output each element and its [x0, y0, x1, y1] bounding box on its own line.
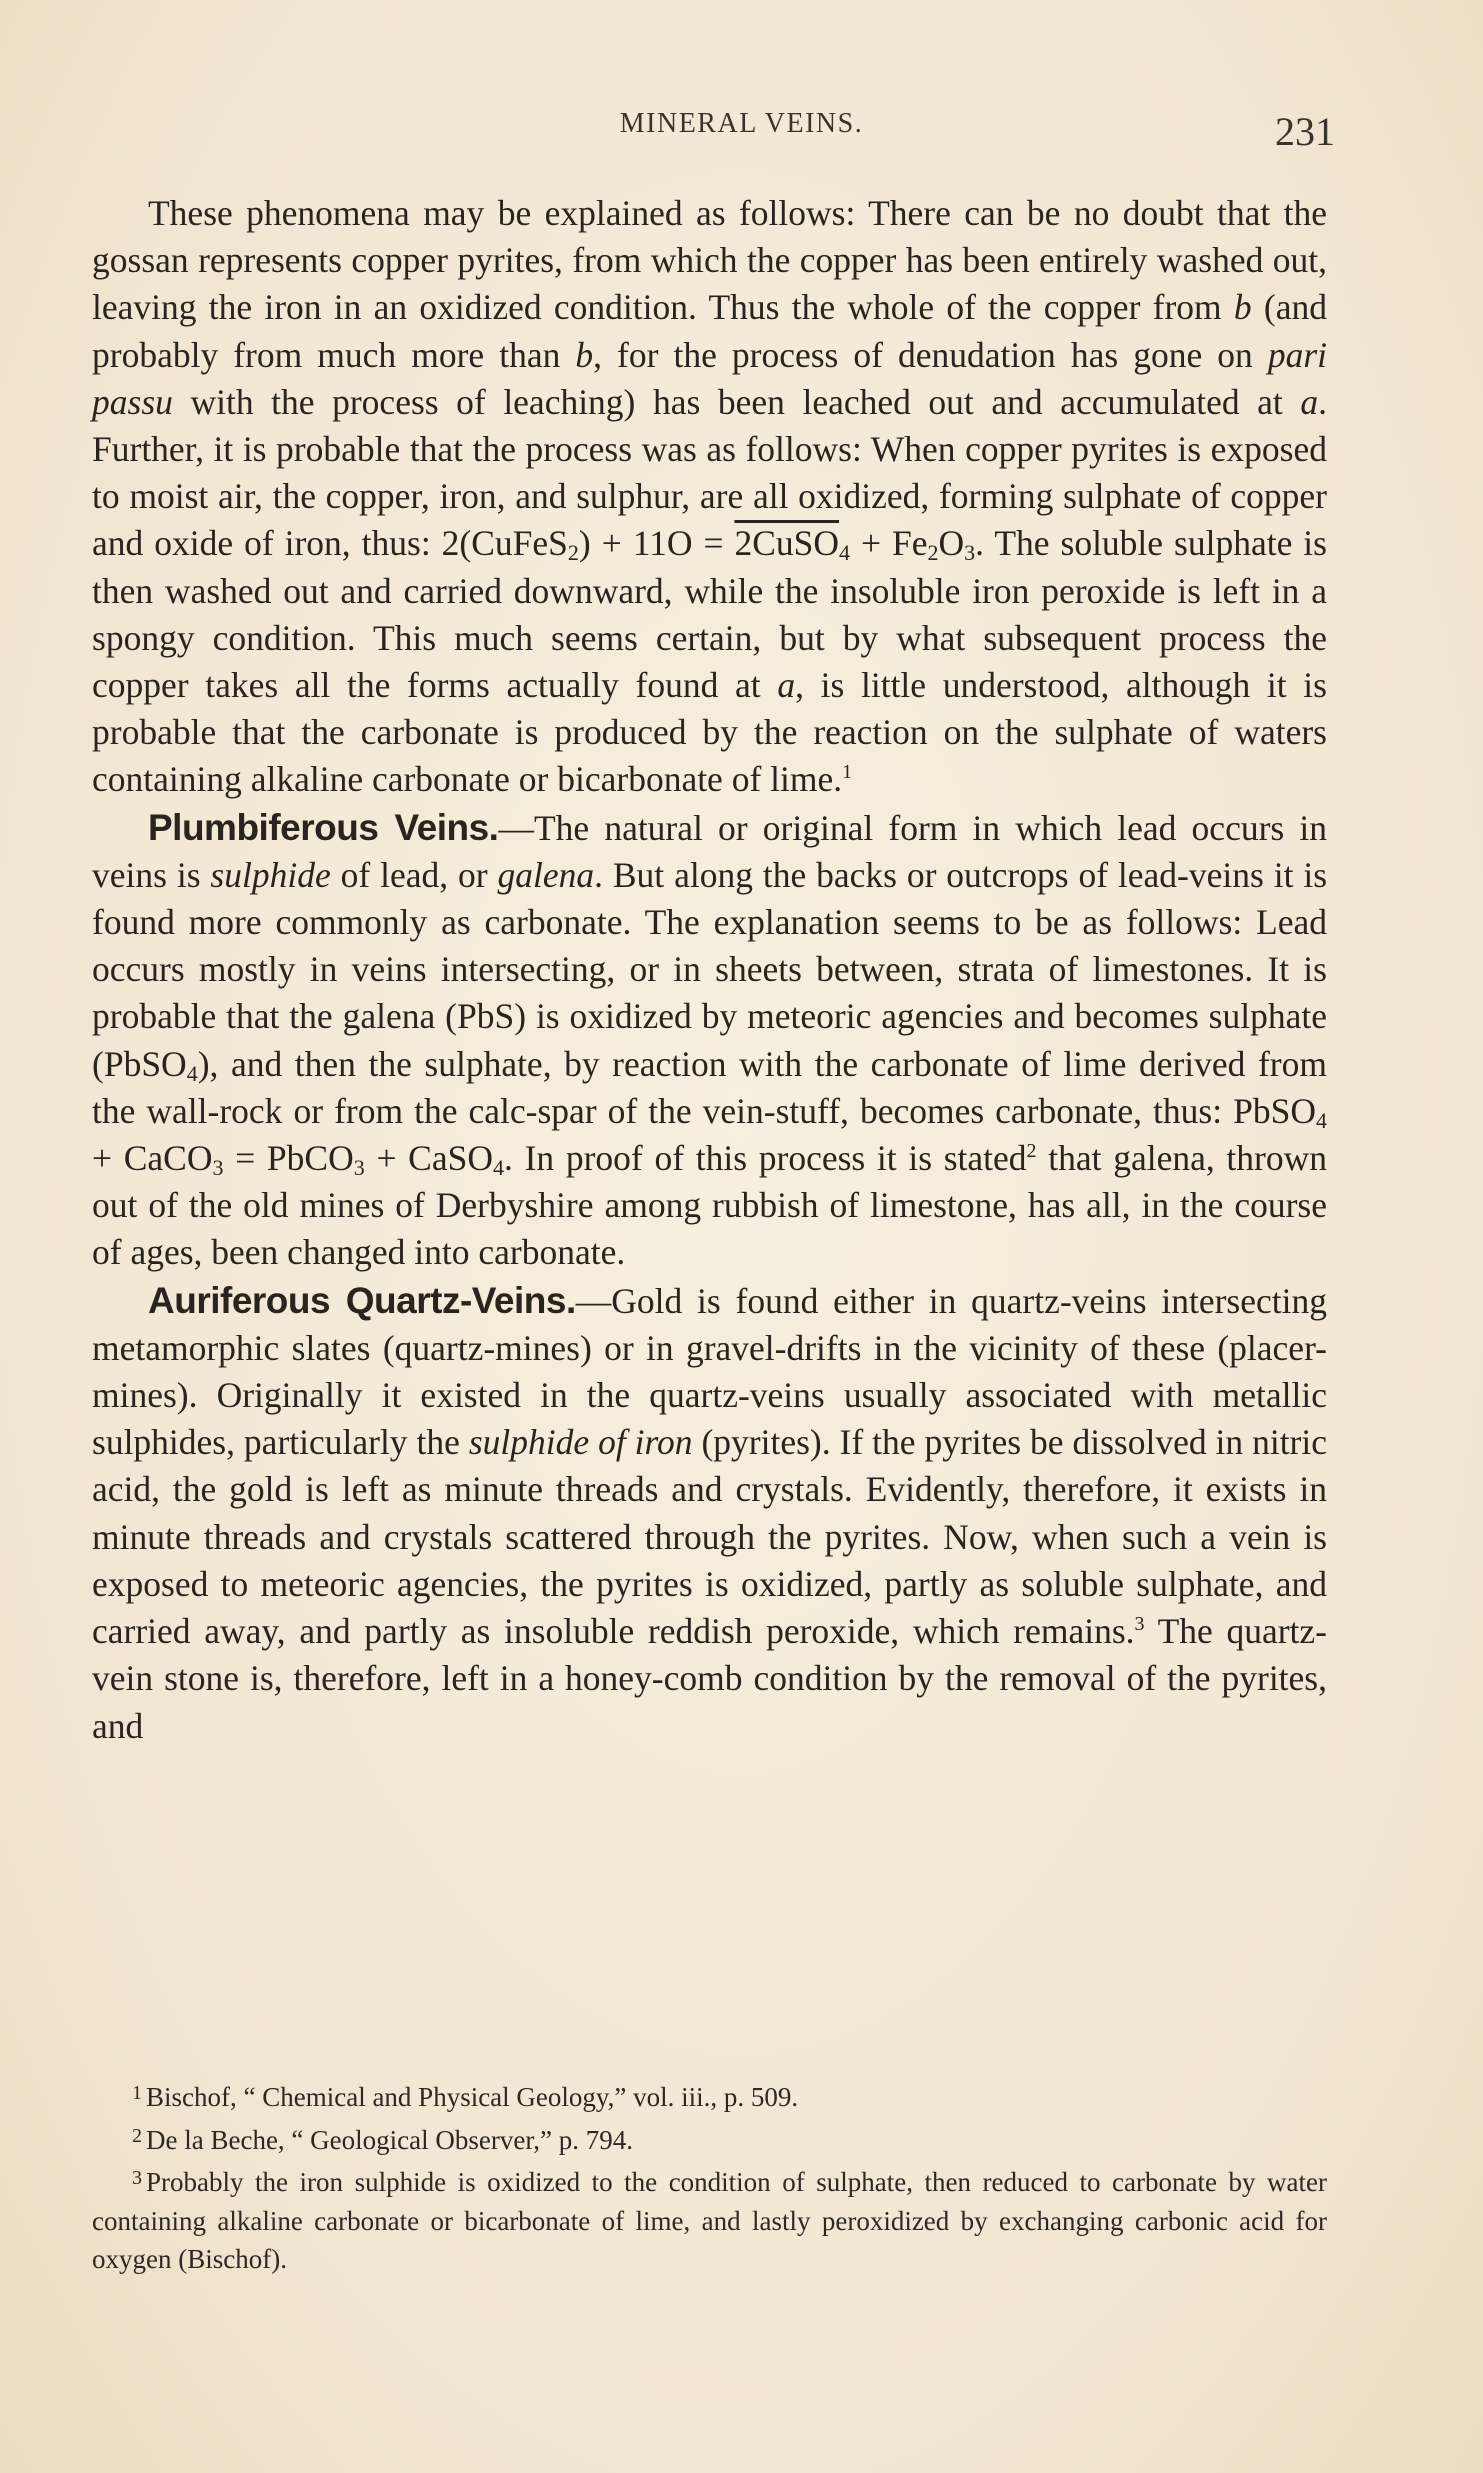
paragraph-auriferous-quartz-veins: Auriferous Quartz-Veins.—Gold is found either in quartz-veins intersecting metamorphic slates (quartz-mines) or in gravel-drifts in the vicinity of these (placer-mines). Originally it existed in the quartz-veins usually associated with metallic sulphides, particularly the sulphide of iron (pyrites). If the pyrites be dissolved in nitric acid, the gold is left as minute threads and crystals. Evidently, therefore, it exists in minute threads and crystals scattered through the pyrites. Now, when such a vein is exposed to meteoric agencies, the pyrites is oxidized, partly as soluble sulphate, and carried away, and partly as insoluble reddish peroxide, which remains.$^3$ The quartz-vein stone is, therefore, left in a honey-comb condition by the removal of the pyrites, and — [92, 1279, 1327, 1746]
running-head: MINERAL VEINS. — [619, 108, 864, 139]
footnote: $^3$ Probably the iron sulphide is oxidized to the condition of sulphate, then reduced to carbonate by water containing alkaline carbonate or bicarbonate of lime, and lastly peroxidized by exchanging carbonic acid for oxygen (Bischof). — [92, 2167, 1327, 2274]
footnotes — [92, 2074, 1327, 2279]
section-heading-plumbiferous: Plumbiferous Veins. — [148, 806, 499, 848]
italic-pari-passu: pari passu — [92, 334, 1327, 422]
paragraph-gossan: These phenomena may be explained as follows: There can be no doubt that the gossan represents copper pyrites, from which the copper has been entirely washed out, leaving the iron in an oxidized condition. Thus the whole of the copper from b (and probably from much more than b, for the process of denudation has gone on pari passu with the process of leaching) has been leached out and accumulated at a. Further, it is probable that the process was as follows: When copper pyrites is exposed to moist air, the copper, iron, and sulphur, are all oxidized, forming sulphate of copper and oxide of iron, thus: 2(CuFeS$_2$) + 11O = 2CuSO$_4$ + $Fe_2O_3$. The soluble sulphate is then washed out and carried downward, while the insoluble iron peroxide is left in a spongy condition. This much seems certain, but by what subsequent process the copper takes all the forms actually found at a, is little understood, although it is probable that the carbonate is produced by the reaction on the sulphate of waters containing alkaline carbonate or bicarbonate of lime.$^1$ — [92, 193, 1327, 800]
section-heading-auriferous: Auriferous Quartz-Veins. — [148, 1279, 576, 1321]
footnote-ref-1: 1 — [842, 761, 853, 784]
footnote: $^1$ Bischof, “ Chemical and Physical Geology,” vol. iii., p. 509. — [132, 2082, 799, 2112]
footnote-ref-2: 2 — [1026, 1140, 1037, 1163]
paragraph-plumbiferous-veins: Plumbiferous Veins.—The natural or original form in which lead occurs in veins is sulphide of lead, or galena. But along the backs or outcrops of lead-veins it is found more commonly as carbonate. The explanation seems to be as follows: Lead occurs mostly in veins intersecting, or in sheets between, strata of limestones. It is probable that the galena (PbS) is oxidized by meteoric agencies and becomes sulphate (PbSO$_4$), and then the sulphate, by reaction with the carbonate of lime derived from the wall-rock or from the calc-spar of the vein-stuff, becomes carbonate, thus: PbSO$_4$ + CaCO$_3$ = PbCO$_3$ + CaSO$_4$. In proof of this process it is stated$^2$ that galena, thrown out of the old mines of Derbyshire among rubbish of limestone, has all, in the course of ages, been changed into carbonate. — [92, 806, 1328, 1273]
body-text — [92, 190, 1327, 1750]
footnote: $^2$ De la Beche, “ Geological Observer,” p. 794. — [132, 2124, 633, 2155]
chemical-equation: 2(CuFeS$_2$) + 11O = 2CuSO$_4$ + $Fe_2O_3$ — [441, 523, 976, 566]
page-number: 231 — [1275, 109, 1335, 154]
footnote-ref-3: 3 — [1134, 1613, 1145, 1636]
